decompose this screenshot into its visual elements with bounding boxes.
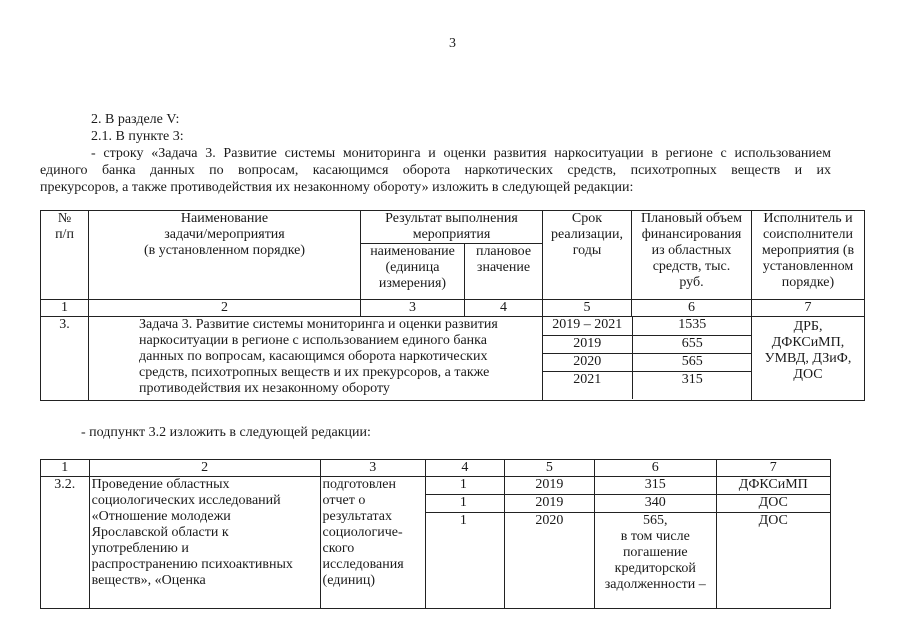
executor-cell: ДОС [716, 513, 830, 609]
col-num: 3 [320, 460, 425, 477]
instruction-line-3: прекурсоров, а также противодействия их незаконному обороту» изложить в следующей редакции: [40, 180, 634, 195]
row-num: 3. [41, 317, 89, 401]
col-num: 7 [752, 300, 865, 317]
plan-value: 1 [425, 477, 504, 495]
amount-cell: 655 [632, 335, 752, 353]
table-task-3 [40, 210, 865, 401]
col-num: 5 [543, 300, 632, 317]
years-amounts-cell [543, 317, 752, 401]
table-subitem-3-2 [40, 459, 831, 609]
executor-cell: ДФКСиМП [716, 477, 830, 495]
col-num: 3 [361, 300, 465, 317]
col-num: 4 [425, 460, 504, 477]
header-volume: Плановый объем финансирования из областных средств, тыс. руб. [632, 211, 752, 300]
instruction-line-2: единого банка данных по вопросам, касающимся оборота наркотических средств, психотропных веществ и их [40, 163, 831, 178]
year-cell: 2019 – 2021 [543, 317, 632, 335]
col-num: 6 [595, 460, 717, 477]
col-num: 2 [89, 460, 320, 477]
header-executor: Исполнитель и соисполнители мероприятия (в установленном порядке) [752, 211, 865, 300]
year-cell: 2021 [543, 371, 632, 399]
header-term: Срок реализации, годы [543, 211, 632, 300]
amount-cell: 340 [595, 495, 717, 513]
col-num: 5 [504, 460, 594, 477]
row-num: 3.2. [41, 477, 90, 609]
instruction-paragraph [40, 145, 831, 196]
header-name: Наименование задачи/мероприятия (в установленном порядке) [89, 211, 361, 300]
section-heading: 2. В разделе V: [91, 112, 180, 127]
table-row [41, 477, 831, 495]
year-cell: 2019 [504, 495, 594, 513]
table-row-task-3 [41, 317, 865, 401]
result-description: подготовлен отчет о результатах социологиче- ского исследования (единиц) [320, 477, 425, 609]
col-num: 4 [465, 300, 543, 317]
amount-cell: 315 [632, 371, 752, 399]
amount-cell: 565, в том числе погашение кредиторской задолженности – [595, 513, 717, 609]
plan-value: 1 [425, 513, 504, 609]
col-num: 6 [632, 300, 752, 317]
event-name: Проведение областных социологических исследований «Отношение молодежи Ярославской области к употреблению и распространению психоактивных веществ», «Оценка [89, 477, 320, 609]
col-num: 7 [716, 460, 830, 477]
year-cell: 2020 [543, 353, 632, 371]
year-cell: 2020 [504, 513, 594, 609]
column-numbers-row [41, 300, 865, 317]
col-num: 1 [41, 460, 90, 477]
instruction-line-1: - строку «Задача 3. Развитие системы мониторинга и оценки развития наркоситуации в регионе с использованием [91, 146, 831, 161]
col-num: 1 [41, 300, 89, 317]
year-cell: 2019 [543, 335, 632, 353]
item-heading: 2.1. В пункте 3: [91, 129, 184, 144]
subitem-instruction: - подпункт 3.2 изложить в следующей редакции: [81, 425, 371, 440]
column-numbers-row [41, 460, 831, 477]
executors-cell: ДРБ, ДФКСиМП, УМВД, ДЗиФ, ДОС [752, 317, 865, 401]
amount-cell: 315 [595, 477, 717, 495]
header-num: № п/п [41, 211, 89, 300]
plan-value: 1 [425, 495, 504, 513]
header-result: Результат выполнения мероприятия [361, 211, 543, 244]
year-cell: 2019 [504, 477, 594, 495]
page-number: 3 [449, 36, 456, 51]
col-num: 2 [89, 300, 361, 317]
amount-cell: 565 [632, 353, 752, 371]
header-result-name: наименование (единица измерения) [361, 244, 465, 300]
executor-cell: ДОС [716, 495, 830, 513]
amount-cell: 1535 [632, 317, 752, 335]
task-description: Задача 3. Развитие системы мониторинга и оценки развития наркоситуации в регионе с использованием единого банка данных по вопросам, касающимся оборота наркотических средств, психотропных веществ и их прекурсоров, а также противодействия их незаконному обороту [89, 317, 543, 401]
header-result-plan: плановое значение [465, 244, 543, 300]
